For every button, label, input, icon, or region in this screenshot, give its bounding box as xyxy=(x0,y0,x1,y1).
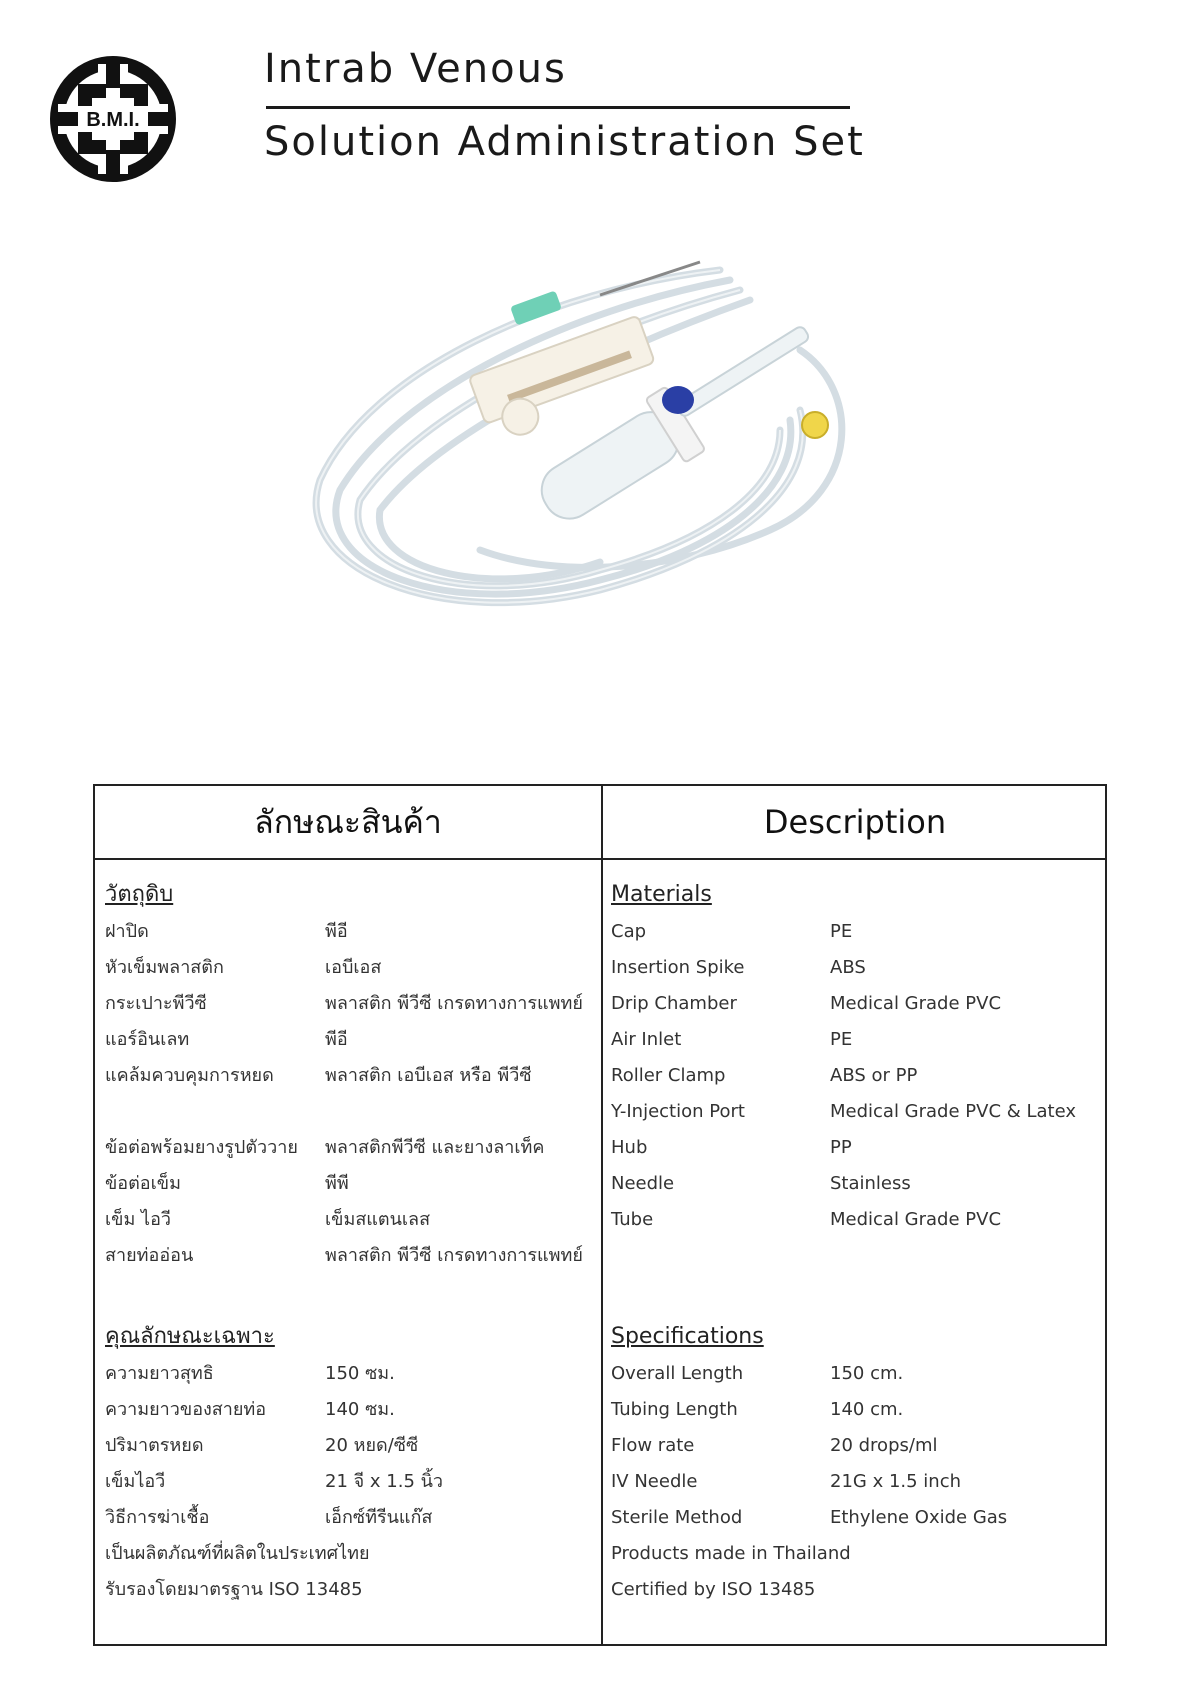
row-key: สายท่ออ่อน xyxy=(105,1245,194,1266)
row-key: ข้อต่อพร้อมยางรูปตัววาย xyxy=(105,1137,298,1158)
row-value: 140 cm. xyxy=(830,1399,904,1420)
thai-materials-title: วัตถุดิบ xyxy=(105,882,174,907)
row-value: พลาสติกพีวีซี และยางลาเท็ค xyxy=(325,1137,545,1158)
thai-material-row xyxy=(105,1130,599,1166)
thai-material-row xyxy=(105,950,599,986)
row-key: ความยาวของสายท่อ xyxy=(105,1399,267,1420)
en-spec-row xyxy=(611,1500,1105,1536)
thai-certified xyxy=(105,1572,599,1608)
row-key: Hub xyxy=(611,1137,648,1158)
en-material-row xyxy=(611,1058,1105,1094)
en-spec-row xyxy=(611,1464,1105,1500)
english-column xyxy=(611,876,1105,1608)
en-material-row xyxy=(611,1022,1105,1058)
row-key: เข็ม ไอวี xyxy=(105,1209,172,1230)
row-value: Ethylene Oxide Gas xyxy=(830,1507,1008,1528)
thai-material-row xyxy=(105,1202,599,1238)
row-key: ข้อต่อเข็ม xyxy=(105,1173,181,1194)
thai-material-row xyxy=(105,1058,599,1094)
en-material-row xyxy=(611,914,1105,950)
row-value: Medical Grade PVC xyxy=(830,1209,1002,1230)
title-divider xyxy=(266,106,850,109)
row-key: รับรองโดยมาตรฐาน ISO 13485 xyxy=(105,1579,363,1600)
thai-material-row xyxy=(105,1238,599,1274)
iv-set-illustration xyxy=(300,250,900,670)
row-value: 140 ซม. xyxy=(325,1399,395,1420)
row-key: IV Needle xyxy=(611,1471,698,1492)
row-value: 20 drops/ml xyxy=(830,1435,938,1456)
en-material-row xyxy=(611,1094,1105,1130)
row-key: ความยาวสุทธิ xyxy=(105,1363,214,1384)
description-table xyxy=(93,784,1107,1646)
row-key: Tubing Length xyxy=(611,1399,738,1420)
row-key: Air Inlet xyxy=(611,1029,682,1050)
row-value: 21G x 1.5 inch xyxy=(830,1471,962,1492)
row-value: พีอี xyxy=(325,1029,348,1050)
row-value: พลาสติก เอบีเอส หรือ พีวีซี xyxy=(325,1065,532,1086)
en-material-row xyxy=(611,1130,1105,1166)
en-spec-row xyxy=(611,1428,1105,1464)
row-key: แอร์อินเลท xyxy=(105,1029,190,1050)
row-value: PE xyxy=(830,1029,853,1050)
row-key: เป็นผลิตภัณฑ์ที่ผลิตในประเทศไทย xyxy=(105,1543,370,1564)
thai-specs-title: คุณลักษณะเฉพาะ xyxy=(105,1324,275,1349)
row-key: Products made in Thailand xyxy=(611,1543,851,1564)
thai-spec-row xyxy=(105,1464,599,1500)
row-key: วิธีการฆ่าเชื้อ xyxy=(105,1507,210,1528)
row-key: ฝาปิด xyxy=(105,921,149,942)
thai-material-row xyxy=(105,1022,599,1058)
en-spec-row xyxy=(611,1356,1105,1392)
en-spec-row xyxy=(611,1392,1105,1428)
row-value: Medical Grade PVC & Latex xyxy=(830,1101,1077,1122)
en-materials-title: Materials xyxy=(611,882,712,907)
en-material-row xyxy=(611,1166,1105,1202)
english-header: Description xyxy=(763,803,947,841)
row-key: Roller Clamp xyxy=(611,1065,726,1086)
thai-material-row xyxy=(105,986,599,1022)
thai-made-in xyxy=(105,1536,599,1572)
row-value: พีอี xyxy=(325,921,348,942)
row-value: เข็มสแตนเลส xyxy=(325,1209,431,1230)
row-value: พลาสติก พีวีซี เกรดทางการแพทย์ xyxy=(325,1245,583,1266)
row-value: Medical Grade PVC xyxy=(830,993,1002,1014)
row-key: Needle xyxy=(611,1173,675,1194)
row-value: 150 ซม. xyxy=(325,1363,395,1384)
row-key: กระเปาะพีวีซี xyxy=(105,993,207,1014)
row-key: แคล้มควบคุมการหยด xyxy=(105,1065,274,1086)
en-material-row xyxy=(611,950,1105,986)
row-value: เอบีเอส xyxy=(325,957,382,978)
thai-material-row xyxy=(105,914,599,950)
row-key: Flow rate xyxy=(611,1435,695,1456)
row-value: PP xyxy=(830,1137,852,1158)
row-value: เอ็กซ์ทีรีนแก๊ส xyxy=(325,1507,433,1528)
column-divider xyxy=(601,786,603,1644)
en-made-in xyxy=(611,1536,1105,1572)
row-value: ABS or PP xyxy=(830,1065,918,1086)
row-value: 21 จี x 1.5 นิ้ว xyxy=(325,1471,444,1492)
row-value: ABS xyxy=(830,957,866,978)
row-value: 20 หยด/ซีซี xyxy=(325,1435,419,1456)
title-line-2: Solution Administration Set xyxy=(264,119,865,165)
thai-spec-row xyxy=(105,1392,599,1428)
row-value: พีพี xyxy=(325,1173,349,1194)
thai-spec-row xyxy=(105,1500,599,1536)
row-value: พลาสติก พีวีซี เกรดทางการแพทย์ xyxy=(325,993,583,1014)
row-key: เข็มไอวี xyxy=(105,1471,166,1492)
en-material-row xyxy=(611,1202,1105,1238)
row-key: หัวเข็มพลาสติก xyxy=(105,957,224,978)
thai-material-row xyxy=(105,1166,599,1202)
thai-spec-row xyxy=(105,1428,599,1464)
row-key: Tube xyxy=(611,1209,654,1230)
row-value: 150 cm. xyxy=(830,1363,904,1384)
row-value: Stainless xyxy=(830,1173,911,1194)
row-key: Certified by ISO 13485 xyxy=(611,1579,816,1600)
row-key: ปริมาตรหยด xyxy=(105,1435,204,1456)
row-key: Drip Chamber xyxy=(611,993,737,1014)
row-key: Insertion Spike xyxy=(611,957,745,978)
row-key: Y-Injection Port xyxy=(611,1101,745,1122)
en-specs-title: Specifications xyxy=(611,1324,764,1349)
logo-text: B.M.I. xyxy=(86,109,140,131)
thai-column xyxy=(105,876,599,1608)
header-divider xyxy=(95,858,1105,860)
thai-header: ลักษณะสินค้า xyxy=(254,803,442,841)
thai-spec-row xyxy=(105,1356,599,1392)
en-material-row xyxy=(611,986,1105,1022)
row-key: Sterile Method xyxy=(611,1507,743,1528)
title-line-1: Intrab Venous xyxy=(264,46,567,92)
row-key: Overall Length xyxy=(611,1363,744,1384)
en-certified xyxy=(611,1572,1105,1608)
bmi-logo xyxy=(48,54,178,184)
row-key: Cap xyxy=(611,921,647,942)
row-value: PE xyxy=(830,921,853,942)
